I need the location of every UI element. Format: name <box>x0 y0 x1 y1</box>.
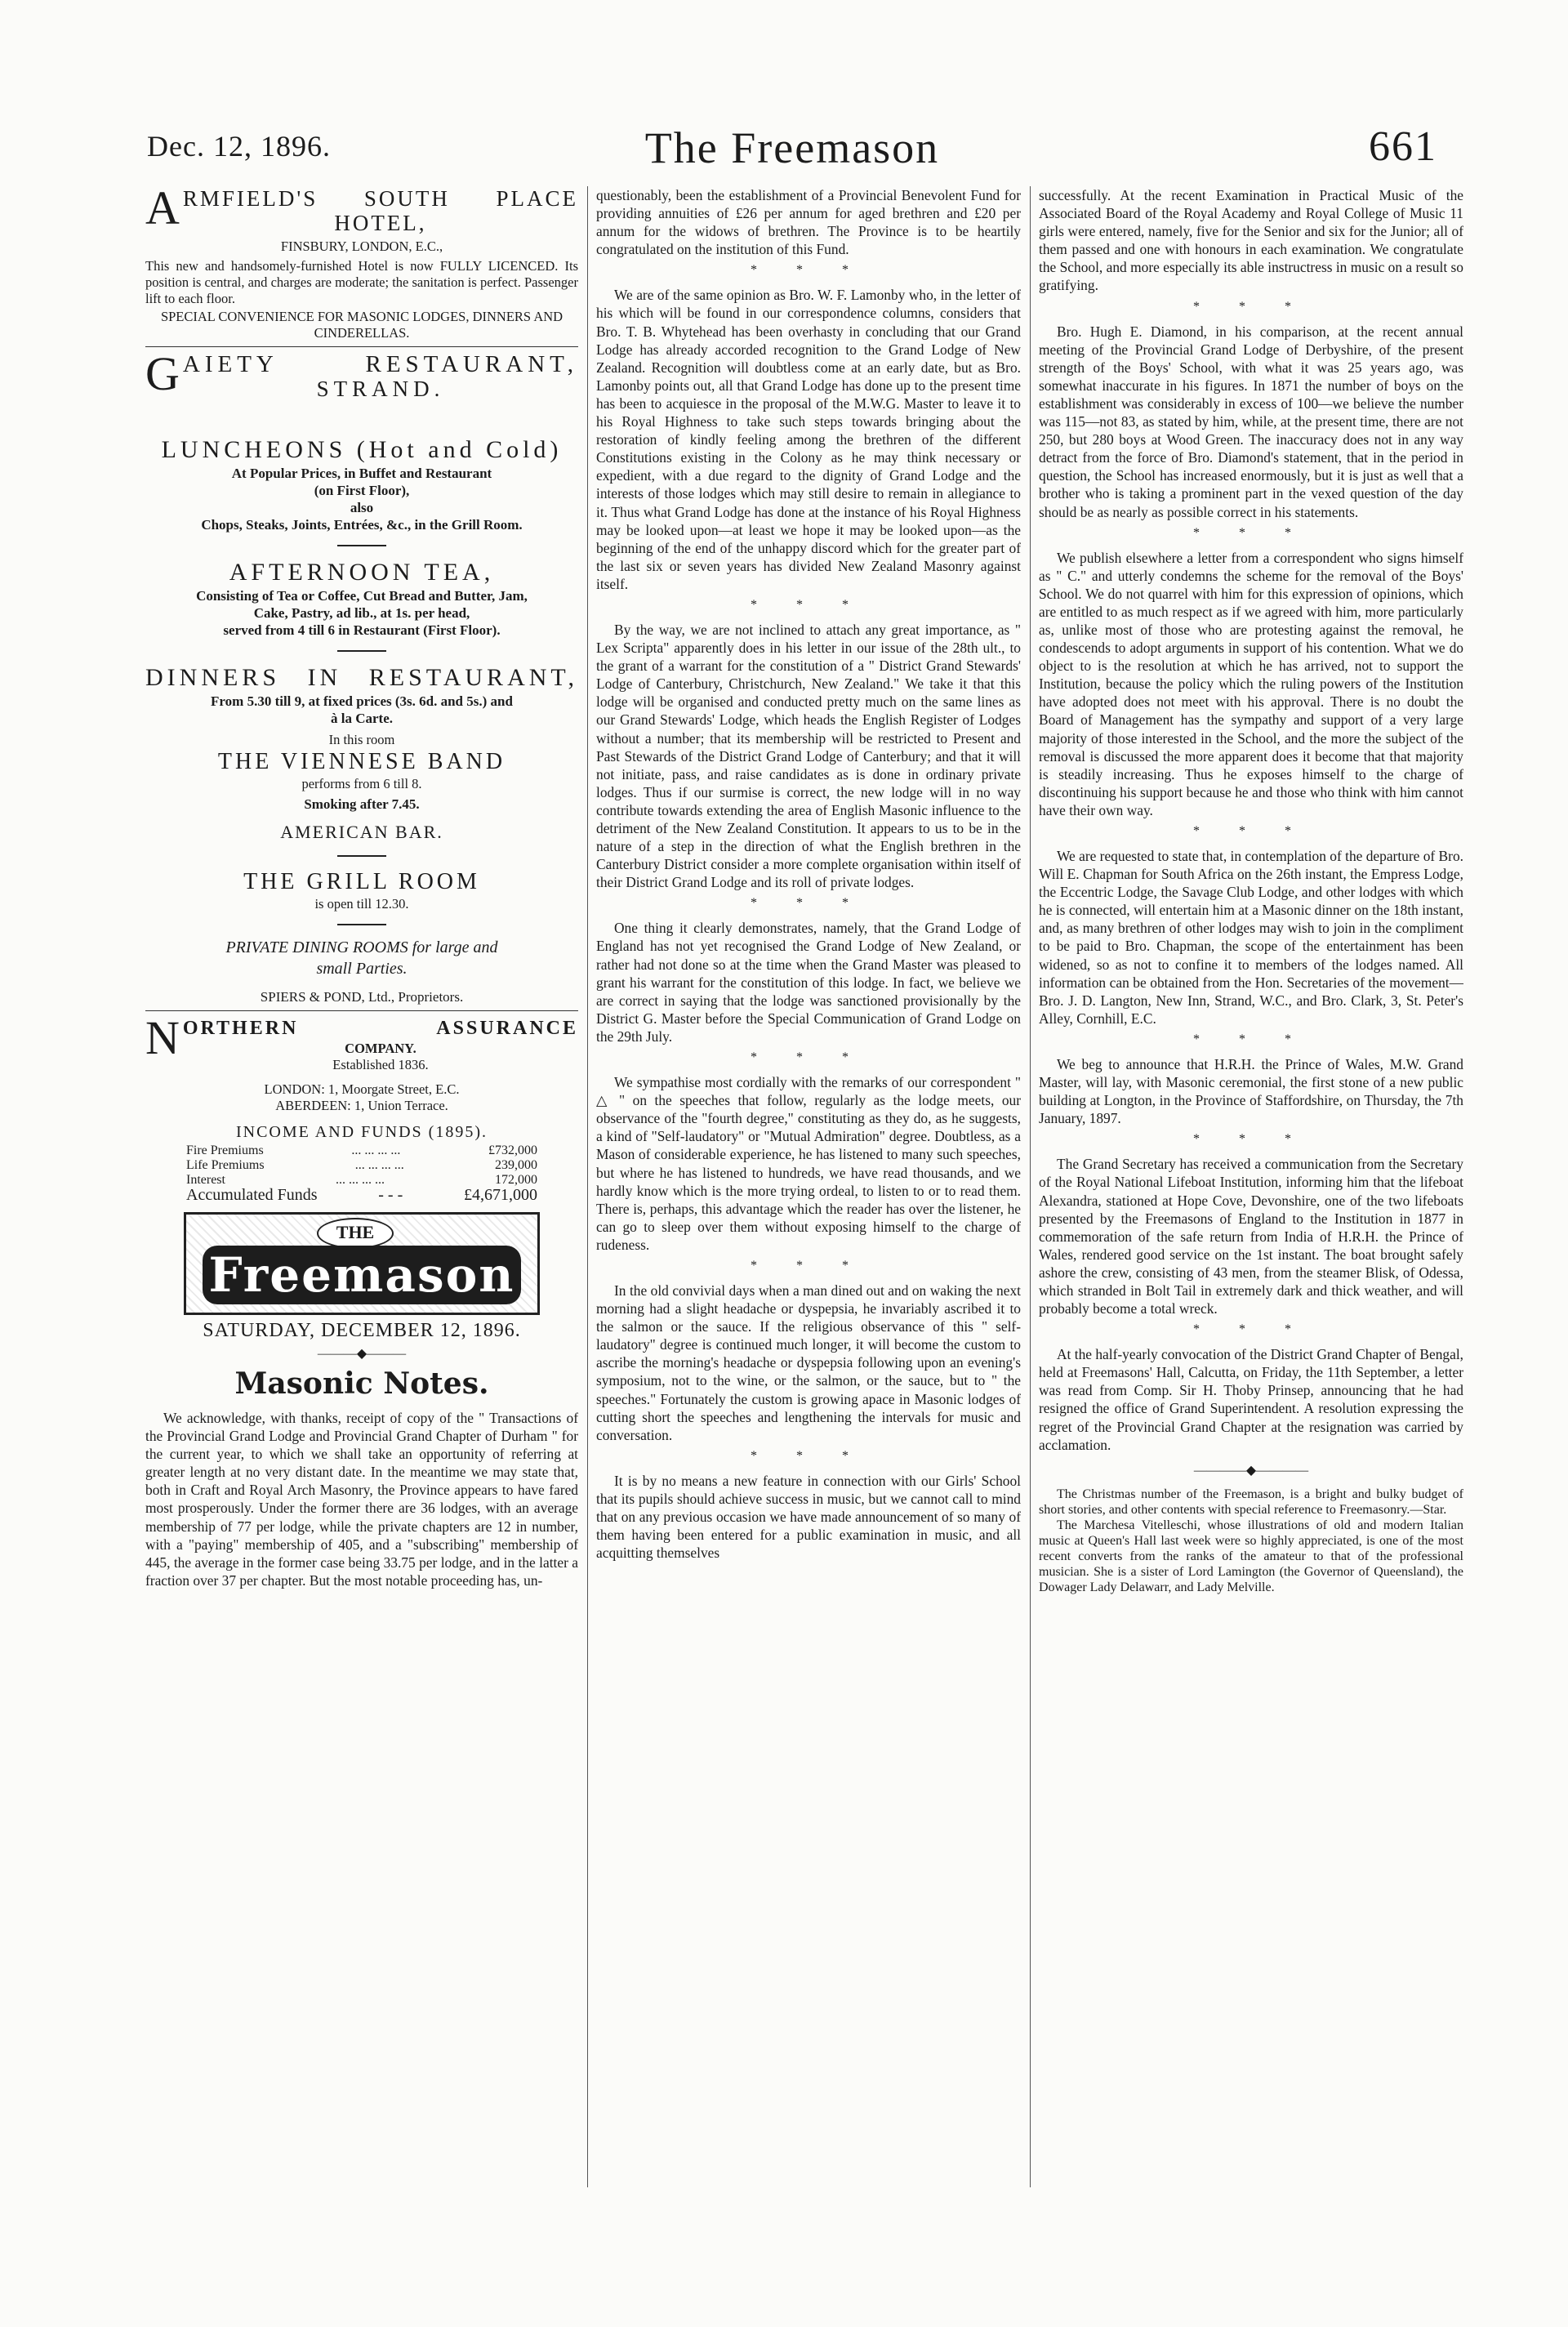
ad-line: Consisting of Tea or Coffee, Cut Bread and Butter, Jam, <box>196 588 528 604</box>
aberdeen-address: ABERDEEN: 1, Union Terrace. <box>275 1098 448 1113</box>
luncheons-heading: LUNCHEONS (Hot and Cold) <box>161 436 563 463</box>
northern-assurance-ad <box>145 1016 578 1202</box>
separator: * * * <box>1193 1032 1309 1046</box>
ad-line: served from 4 till 6 in Restaurant (First Floor). <box>223 622 501 638</box>
ad-body: This new and handsomely-furnished Hotel is now FULLY LICENCED. Its position is central, and charges are moderate; the sanitation is perfect. Passenger lift to each floor. <box>145 258 578 306</box>
gaiety-restaurant-ad <box>145 352 578 1005</box>
middle-column <box>596 186 1021 2195</box>
ad-address: FINSBURY, LONDON, E.C., <box>280 238 443 254</box>
article-paragraph: We sympathise most cordially with the remarks of our correspondent " △ " on the speeches that follow, regularly as the lodge meets, our observance of the "fourth degree," constituting as they do, as he suggests, a kind of "Self-laudatory" or "Mutual Admiration" degree. Doubtless, as a Mason of considerable experience, he has listened to many such speeches, but where he has listened to hundreds, we have read thousands, and we hardly know which is the more trying ordeal, to listen to or to read them. There is, perhaps, this advantage which the reader has over the listener, he can go to sleep over them without exposing himself to the charge of rudeness. <box>596 1074 1021 1253</box>
armfield-hotel-ad <box>145 186 578 341</box>
funds-row: Fire Premiums ... ... ... ... £732,000 <box>186 1143 537 1157</box>
separator: * * * <box>751 1448 866 1463</box>
article-paragraph: The Christmas number of the Freemason, is a bright and bulky budget of short stories, and other contents with special reference to Freemasonry.—Star. <box>1039 1487 1463 1517</box>
ornament: ———◆——— <box>317 1347 407 1361</box>
article-paragraph: Bro. Hugh E. Diamond, in his comparison, at the recent annual meeting of the Provincial Grand Lodge of Derbyshire, of the present strength of the Boys' School, with what it was 25 years ago, was somewhat inaccurate in his figures. In 1871 the number of boys on the establishment was considerably in excess of 100—we believe the number was 115—not 83, as stated by him, while, at the present time, there are not 250, but 280 boys at Wood Green. The inaccuracy does not in any way detract from the force of Bro. Diamond's statement, that in the period in question, the School has increased enormously, but it is just as well that a brother who is taking a prominent part in the vexed question of the day should be as nearly as possible correct in his statements. <box>1039 323 1463 520</box>
ad-title: AIETY RESTAURANT, <box>182 352 578 377</box>
separator: * * * <box>751 597 866 612</box>
dinners-heading: DINNERS IN RESTAURANT, <box>145 664 578 691</box>
proprietors: SPIERS & POND, Ltd., Proprietors. <box>260 989 464 1005</box>
separator: * * * <box>751 1050 866 1065</box>
separator: * * * <box>1193 1322 1309 1337</box>
column-rule <box>1030 186 1031 2187</box>
ad-line: Cake, Pastry, ad lib., at 1s. per head, <box>253 605 470 621</box>
ad-line: is open till 12.30. <box>314 896 409 912</box>
ad-company: COMPANY. <box>345 1041 416 1056</box>
masthead-name: Freemason <box>203 1246 521 1304</box>
ad-established: Established 1836. <box>332 1057 429 1072</box>
left-column <box>145 186 578 2195</box>
divider <box>145 1010 578 1011</box>
separator: * * * <box>1193 1132 1309 1147</box>
article-paragraph: We acknowledge, with thanks, receipt of copy of the " Transactions of the Provincial Grand Lodge and Provincial Grand Chapter of Durham " for the current year, to which we shall take an opportunity of referring at greater length at no very distant date. In the meantime we may state that, both in Craft and Royal Arch Masonry, the Province appears to have fared most prosperously. Under the former there are 36 lodges, with an average membership of 77 per lodge, while the private chapters are 12 in number, with a "paying" membership of 405, and a "subscribing" membership of 445, the average in the former case being 33.75 per lodge, and in the latter a fraction over 37 per chapter. But the most notable proceeding has, un- <box>145 1410 578 1589</box>
ad-title: ORTHERN ASSURANCE <box>182 1018 578 1039</box>
dropcap: N <box>145 1016 180 1064</box>
column-rule <box>587 186 588 2187</box>
section-title: Masonic Notes. <box>234 1366 489 1401</box>
ad-line: Chops, Steaks, Joints, Entrées, &c., in the Grill Room. <box>201 517 523 533</box>
funds-title: INCOME AND FUNDS (1895). <box>235 1123 488 1141</box>
separator: * * * <box>751 263 866 278</box>
ad-line: Smoking after 7.45. <box>304 796 420 812</box>
divider <box>337 650 386 652</box>
ad-title-line2: HOTEL, <box>334 211 427 235</box>
separator: * * * <box>751 896 866 911</box>
ad-special: SPECIAL CONVENIENCE FOR MASONIC LODGES, DINNERS AND CINDERELLAS. <box>160 309 564 341</box>
ad-line: à la Carte. <box>330 711 393 726</box>
article-paragraph: One thing it clearly demonstrates, namely, that the Grand Lodge of England has not yet recognised the Grand Lodge of New Zealand, or rather had not done so at the time when the Grand Master was pleased to grant his warrant for the constitution of this lodge. In fact, we believe we are correct in saying that the lodge was sanctioned provisionally by the District G. Master before the Special Communication of Grand Lodge on the 29th July. <box>596 920 1021 1045</box>
funds-table <box>186 1143 537 1202</box>
private-rooms: PRIVATE DINING ROOMS for large and <box>225 938 498 956</box>
page-number: 661 <box>1369 123 1437 170</box>
article-paragraph: By the way, we are not inclined to attach any great importance, as " Lex Scripta" apparently does in his letter in our issue of the 28th ult., to the grant of a warrant for the constitution of a " District Grand Stewards' Lodge of Canterbury, Christchurch, New Zealand." We take it that this lodge will be organised and conducted pretty much on the same lines as our Grand Stewards' Lodge, which heads the English Register of Lodges without a number; that its membership will be restricted to Present and Past Stewards of the District Grand Lodge of Canterbury; and that it will not initiate, pass, and raise candidates as is done in ordinary private lodges. Thus if our surmise is correct, the new lodge will in no way contribute towards extending the area of English Masonic influence to the detriment of the New Zealand Constitution. It appears to us to be in the nature of a step in the direction of what the English brethren in the Canterbury District consider a more complete organisation within itself of their District Grand Lodge and its roll of private lodges. <box>596 621 1021 891</box>
article-paragraph: The Marchesa Vitelleschi, whose illustrations of old and modern Italian music at Queen's Hall last week were so highly appreciated, is one of the most recent converts from the ranks of the amateur to that of the professional musician. She is a sister of Lord Lamington (the Governor of Queensland), the Dowager Lady Delawarr, and Lady Melville. <box>1039 1518 1463 1594</box>
funds-total: Accumulated Funds - - - £4,671,000 <box>186 1186 537 1204</box>
right-column <box>1039 186 1463 2195</box>
grill-heading: THE GRILL ROOM <box>243 869 480 894</box>
page-header <box>147 123 1437 180</box>
divider <box>337 855 386 857</box>
bar-heading: AMERICAN BAR. <box>280 822 443 842</box>
separator: * * * <box>751 1258 866 1273</box>
divider <box>337 545 386 546</box>
separator: * * * <box>1193 299 1309 314</box>
article-paragraph: We are requested to state that, in contemplation of the departure of Bro. Will E. Chapman for South Africa on the 26th instant, the Empress Lodge, the Eccentric Lodge, the Savage Club Lodge, and other lodges with which he is connected, will entertain him at a Masonic dinner on the 18th instant, and, as many brethren of other lodges may wish to join in the compliment to be paid to Bro. Chapman, the scope of the entertainment has been widened, so as not to confine it to members of the lodges named. All information can be obtained from the Hon. Secretaries of the movement—Bro. J. D. Langton, New Inn, Strand, W.C., and Bro. Clark, 3, St. Peter's Alley, Cornhill, E.C. <box>1039 848 1463 1027</box>
article-paragraph: successfully. At the recent Examination in Practical Music of the Associated Board of the Royal Academy and Royal College of Music 11 girls were entered, namely, five for the Senior and six for the Junior; all of them passed and one with honours in each examination. We congratulate the School, and more especially its able instructress in music on a result so gratifying. <box>1039 187 1463 294</box>
article-paragraph: In the old convivial days when a man dined out and on waking the next morning had a slight headache or dyspepsia, he invariably ascribed it to the salmon or the sauce. If the religious observance of this " self-laudatory" degree is continued much longer, it will become the custom to ascribe the morning's headache or dyspepsia following upon an evening's symposium, not to the wine, or the salmon, or the sauce, but to " the speeches." Fortunately the custom is growing apace in Masonic lodges of cutting short the speeches and lengthening the intervals for music and conversation. <box>596 1282 1021 1443</box>
freemason-masthead <box>184 1212 540 1315</box>
ad-line: At Popular Prices, in Buffet and Restaurant <box>231 466 492 481</box>
separator: * * * <box>1193 525 1309 540</box>
divider <box>145 346 578 347</box>
article-paragraph: We beg to announce that H.R.H. the Prince of Wales, M.W. Grand Master, will lay, with Masonic ceremonial, the first stone of a new public building at Longton, in the Province of Staffordshire, on Thursday, the 7th January, 1897. <box>1039 1055 1463 1127</box>
tea-heading: AFTERNOON TEA, <box>229 559 495 586</box>
article-paragraph: We are of the same opinion as Bro. W. F. Lamonby who, in the letter of his which will be found in our correspondence columns, considers that Bro. T. B. Whytehead has been overhasty in concluding that our Grand Lodge has already accorded recognition to the Grand Lodge of New Zealand. Recognition will doubtless come at an early date, but as Bro. Lamonby points out, all that Grand Lodge has done up to the present time has been to acquiesce in the proposal of the M.W.G. Master to leave it to his Royal Highness to take such steps towards bringing about the restoration of kindly feeling among the brethren of the different Constitutions existing in the Colony as he may think necessary or expedient, with a due regard to the dignity of Grand Lodge and the interests of those lodges which may still desire to remain in allegiance to it. Thus what Grand Lodge has done at the instance of his Royal Highness may be looked upon—at least we hope it may be looked upon—as the beginning of the end of the unhappy discord which for the greater part of the last six or seven years has divided New Zealand Masonry against itself. <box>596 287 1021 592</box>
band-heading: THE VIENNESE BAND <box>217 749 506 774</box>
header-date: Dec. 12, 1896. <box>147 130 331 163</box>
ad-line: performs from 6 till 8. <box>301 776 422 791</box>
article-paragraph: We publish elsewhere a letter from a correspondent who signs himself as " C." and utterly condemns the scheme for the removal of the Boys' School. We do not quarrel with him for this expression of opinions, which are entitled to as much respect as if we agreed with him, more particularly as, unlike most of those who are protesting against the removal, he condescends to adopt arguments in support of his contention. What we do object to is the resolution at which he has arrived, not to support the Institution, because the policy which the ruling powers of the Institution have adopted does not meet with his approval. There is no doubt the Board of Management has the sympathy and support of a very large majority of those interested in the School, and the more the subject of the removal is discussed the more apparent does it become that that majority is steadily increasing. Thus he exposes himself to the charge of discontinuing his support because he and those who think with him cannot have their own way. <box>1039 549 1463 818</box>
issue-date: SATURDAY, DECEMBER 12, 1896. <box>203 1320 521 1341</box>
ad-location: STRAND. <box>316 377 445 401</box>
private-rooms-line2: small Parties. <box>316 960 408 978</box>
dropcap: G <box>145 352 180 400</box>
funds-row: Interest ... ... ... ... 172,000 <box>186 1173 537 1187</box>
ad-title: RMFIELD'S SOUTH PLACE <box>182 186 578 211</box>
article-paragraph: At the half-yearly convocation of the District Grand Chapter of Bengal, held at Freemasons' Hall, Calcutta, on Friday, the 11th September, a letter was read from Comp. Sir H. Thoby Prinsep, announcing that he had resigned the office of Grand Superintendent. A resolution expressing the regret of the Provincial Grand Chapter at the resignation was carried by acclamation. <box>1039 1346 1463 1453</box>
dropcap: A <box>145 186 180 234</box>
ad-line: also <box>350 500 374 515</box>
ad-line: From 5.30 till 9, at fixed prices (3s. 6d. and 5s.) and <box>211 693 513 709</box>
masthead-the: THE <box>317 1218 394 1249</box>
article-paragraph: The Grand Secretary has received a communication from the Secretary of the Royal National Lifeboat Institution, informing him that the lifeboat Alexandra, stationed at Hope Cove, Devonshire, one of the two lifeboats presented by the Freemasons of England to the Institution in 1877 in commemoration of the safe return from India of H.R.H. the Prince of Wales, rendered good service on the 1st instant. The boat brought safely ashore the crew, consisting of 43 men, from the steamer Blisk, of Odessa, which stranded in Bolt Tail in extremely dark and thick weather, and will probably become a total wreck. <box>1039 1156 1463 1317</box>
article-paragraph: It is by no means a new feature in connection with our Girls' School that its pupils should achieve success in music, but we cannot call to mind that on any previous occasion we have made announcement of so many of them having been entered for a public examination in music, and all acquitting themselves <box>596 1472 1021 1562</box>
ad-line: In this room <box>328 732 395 747</box>
separator: * * * <box>1193 824 1309 838</box>
ad-line: (on First Floor), <box>314 483 410 498</box>
divider <box>337 924 386 925</box>
header-title: The Freemason <box>644 123 940 172</box>
funds-row: Life Premiums ... ... ... ... 239,000 <box>186 1158 537 1172</box>
ornament: ————◆———— <box>1193 1463 1309 1478</box>
london-address: LONDON: 1, Moorgate Street, E.C. <box>264 1081 460 1097</box>
article-paragraph: questionably, been the establishment of a Provincial Benevolent Fund for providing annuities of £26 per annum for aged brethren and £20 per annum for the widows of brethren. The Province is to be heartily congratulated on the institution of this Fund. <box>596 187 1021 258</box>
